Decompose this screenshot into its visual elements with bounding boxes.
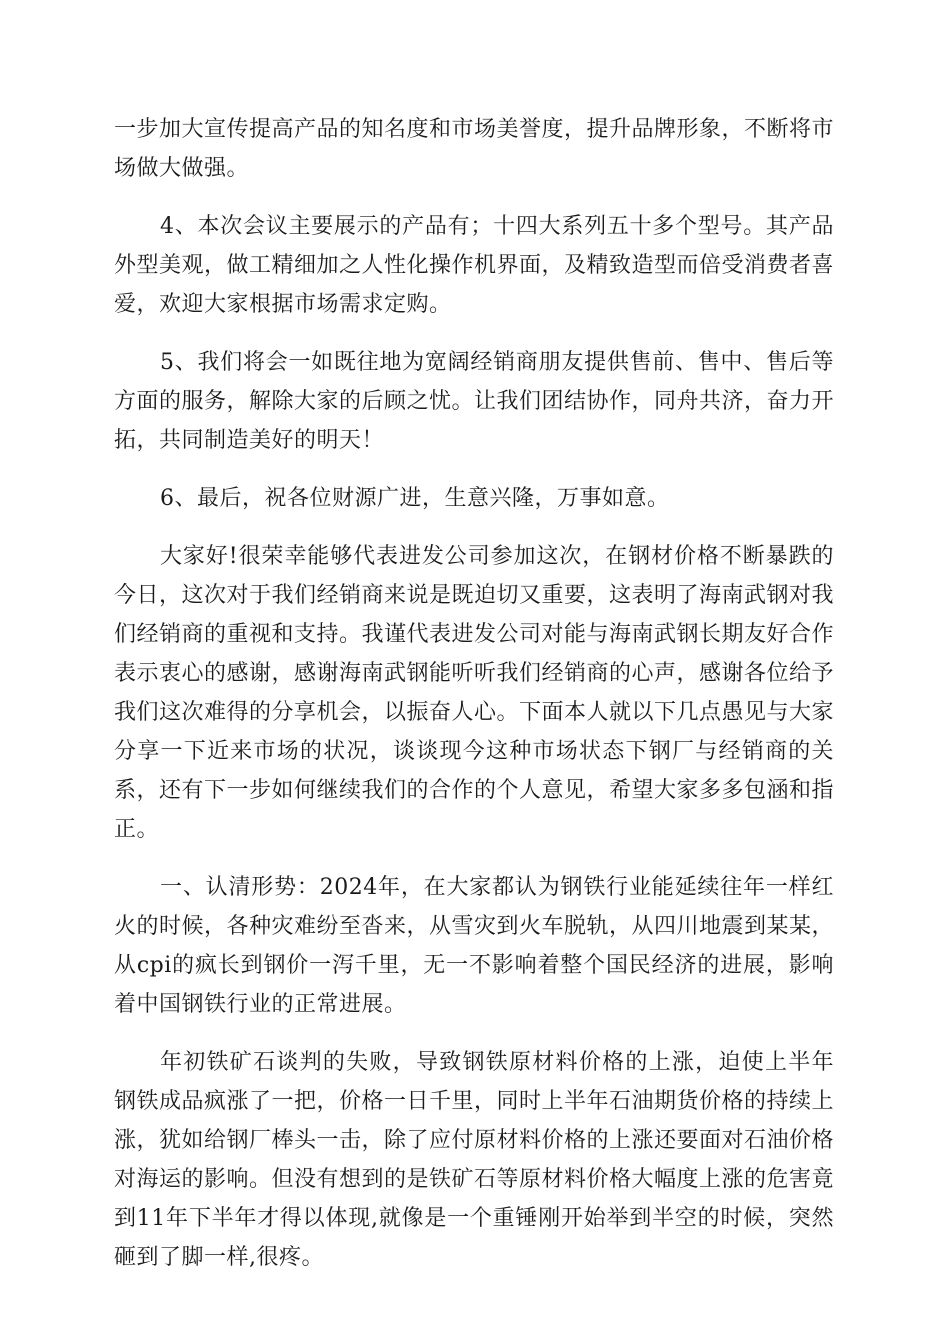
paragraph-continuation: 一步加大宣传提高产品的知名度和市场美誉度，提升品牌形象，不断将市场做大做强。 <box>114 117 835 181</box>
paragraph-section-one: 一、认清形势：2024年，在大家都认为钢铁行业能延续往年一样红火的时候，各种灾难纷至沓来，从雪灾到火车脱轨，从四川地震到某某，从cpi的疯长到钢价一泻千里，无一不影响着整个国民经济的进展，影响着中国钢铁行业的正常进展。 <box>114 875 835 1017</box>
paragraph-item-6: 6、最后，祝各位财源广进，生意兴隆，万事如意。 <box>160 486 670 511</box>
paragraph-item-5: 5、我们将会一如既往地为宽阔经销商朋友提供售前、售中、售后等方面的服务，解除大家的后顾之忧。让我们团结协作，同舟共济，奋力开拓，共同制造美好的明天！ <box>114 350 835 453</box>
paragraph-item-4: 4、本次会议主要展示的产品有；十四大系列五十多个型号。其产品外型美观，做工精细加之人性化操作机界面，及精致造型而倍受消费者喜爱，欢迎大家根据市场需求定购。 <box>114 214 835 317</box>
paragraph-iron-ore: 年初铁矿石谈判的失败，导致钢铁原材料价格的上涨，迫使上半年钢铁成品疯涨了一把，价格一日千里，同时上半年石油期货价格的持续上涨，犹如给钢厂棒头一击，除了应付原材料价格的上涨还要面对石油价格对海运的影响。但没有想到的是铁矿石等原材料价格大幅度上涨的危害竟到11年下半年才得以体现,就像是一个重锤刚开始举到半空的时候，突然砸到了脚一样,很疼。 <box>114 1050 835 1270</box>
paragraph-greeting: 大家好!很荣幸能够代表进发公司参加这次，在钢材价格不断暴跌的今日，这次对于我们经销商来说是既迫切又重要，这表明了海南武钢对我们经销商的重视和支持。我谨代表进发公司对能与海南武钢长期友好合作表示衷心的感谢，感谢海南武钢能听听我们经销商的心声，感谢各位给予我们这次难得的分享机会，以振奋人心。下面本人就以下几点愚见与大家分享一下近来市场的状况，谈谈现今这种市场状态下钢厂与经销商的关系，还有下一步如何继续我们的合作的个人意见，希望大家多多包涵和指正。 <box>114 544 835 842</box>
document-body <box>114 110 834 1296</box>
